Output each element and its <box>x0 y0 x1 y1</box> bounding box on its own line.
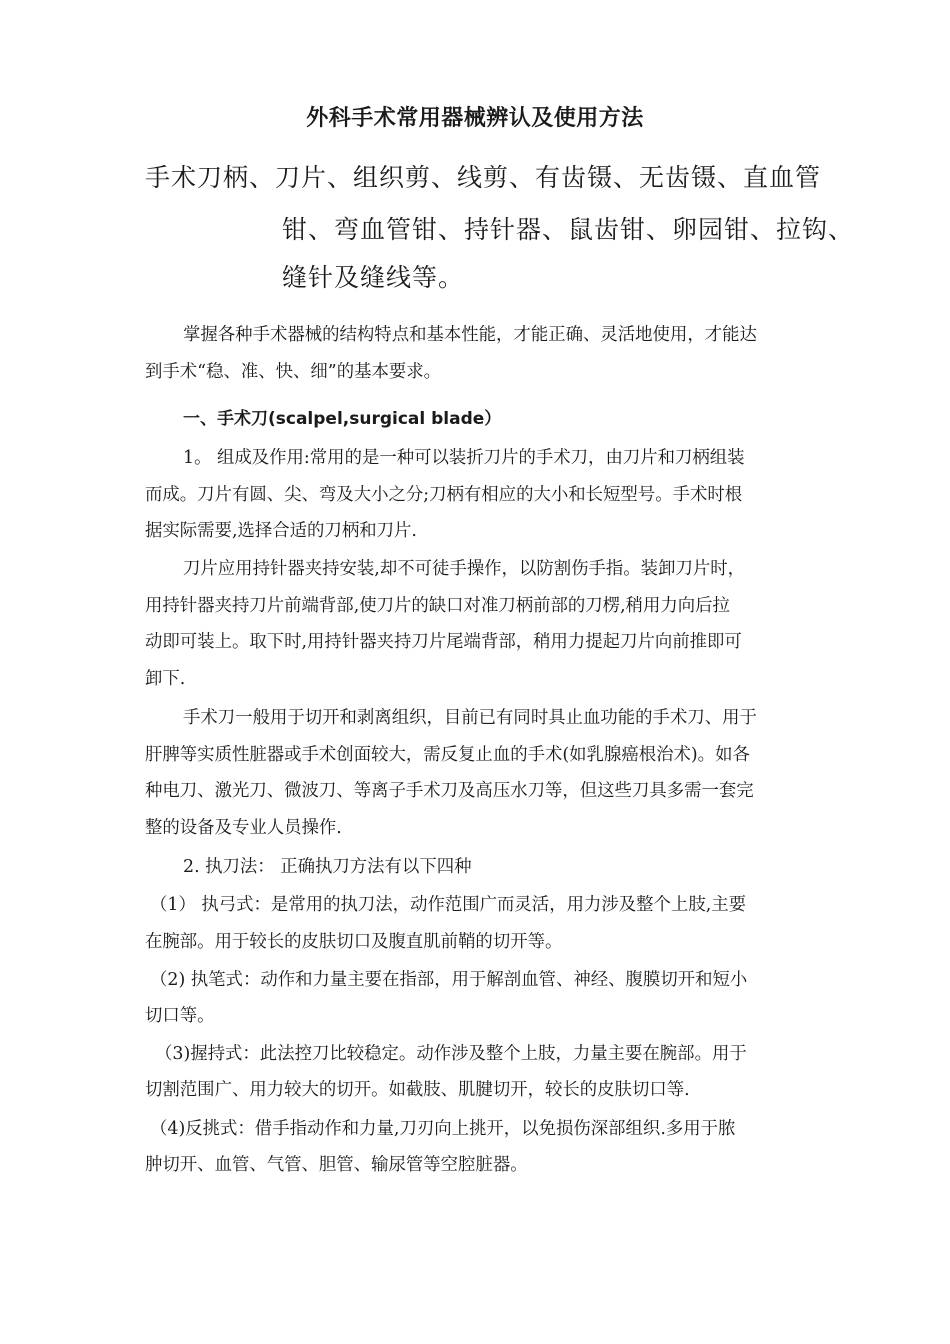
para3-line-1: 手术刀一般用于切开和剥离组织，目前已有同时具止血功能的手术刀、用于 <box>183 708 757 728</box>
subsection-heading-grip: 2. 执刀法： 正确执刀方法有以下四种 <box>183 857 472 877</box>
intro-line-2: 到手术“稳、准、快、细”的基本要求。 <box>145 362 442 382</box>
item4-line-1: （4)反挑式：借手指动作和力量,刀刃向上挑开，以免损伤深部组织.多用于脓 <box>150 1119 736 1139</box>
para1-line-1: 1。 组成及作用:常用的是一种可以装折刀片的手术刀，由刀片和刀柄组装 <box>183 448 745 468</box>
item2-line-2: 切口等。 <box>145 1006 215 1026</box>
lead-line-2: 钳、弯血管钳、持针器、鼠齿钳、卵园钳、拉钩、 <box>282 215 855 244</box>
para1-line-2: 而成。刀片有圆、尖、弯及大小之分;刀柄有相应的大小和长短型号。手术时根 <box>145 485 743 505</box>
lead-line-3: 缝针及缝线等。 <box>282 263 465 292</box>
intro-line-1: 掌握各种手术器械的结构特点和基本性能，才能正确、灵活地使用，才能达 <box>183 325 757 345</box>
section-heading-scalpel: 一、手术刀(scalpel,surgical blade） <box>183 409 502 429</box>
para3-line-3: 种电刀、激光刀、微波刀、等离子手术刀及高压水刀等，但这些刀具多需一套完 <box>145 781 754 801</box>
item2-line-1: （2) 执笔式：动作和力量主要在指部，用于解剖血管、神经、腹膜切开和短小 <box>150 970 748 990</box>
para3-line-4: 整的设备及专业人员操作. <box>145 818 342 838</box>
item4-line-2: 肿切开、血管、气管、胆管、输尿管等空腔脏器。 <box>145 1155 528 1175</box>
item3-line-1: （3)握持式：此法控刀比较稳定。动作涉及整个上肢，力量主要在腕部。用于 <box>155 1044 747 1064</box>
para2-line-4: 卸下. <box>145 669 186 689</box>
para2-line-3: 动即可装上。取下时,用持针器夹持刀片尾端背部，稍用力提起刀片向前推即可 <box>145 632 742 652</box>
para2-line-2: 用持针器夹持刀片前端背部,使刀片的缺口对准刀柄前部的刀楞,稍用力向后拉 <box>145 596 730 616</box>
document-title: 外科手术常用器械辨认及使用方法 <box>306 106 644 131</box>
item1-line-2: 在腕部。用于较长的皮肤切口及腹直肌前鞘的切开等。 <box>145 932 563 952</box>
para1-line-3: 据实际需要,选择合适的刀柄和刀片. <box>145 521 417 541</box>
para3-line-2: 肝脾等实质性脏器或手术创面较大，需反复止血的手术(如乳腺癌根治术)。如各 <box>145 745 750 765</box>
para2-line-1: 刀片应用持针器夹持安装,却不可徒手操作，以防割伤手指。装卸刀片时， <box>183 559 746 579</box>
item1-line-1: （1） 执弓式：是常用的执刀法，动作范围广而灵活，用力涉及整个上肢,主要 <box>150 895 747 915</box>
item3-line-2: 切割范围广、用力较大的切开。如截肢、肌腱切开，较长的皮肤切口等. <box>145 1080 690 1100</box>
lead-line-1: 手术刀柄、刀片、组织剪、线剪、有齿镊、无齿镊、直血管 <box>145 163 822 192</box>
